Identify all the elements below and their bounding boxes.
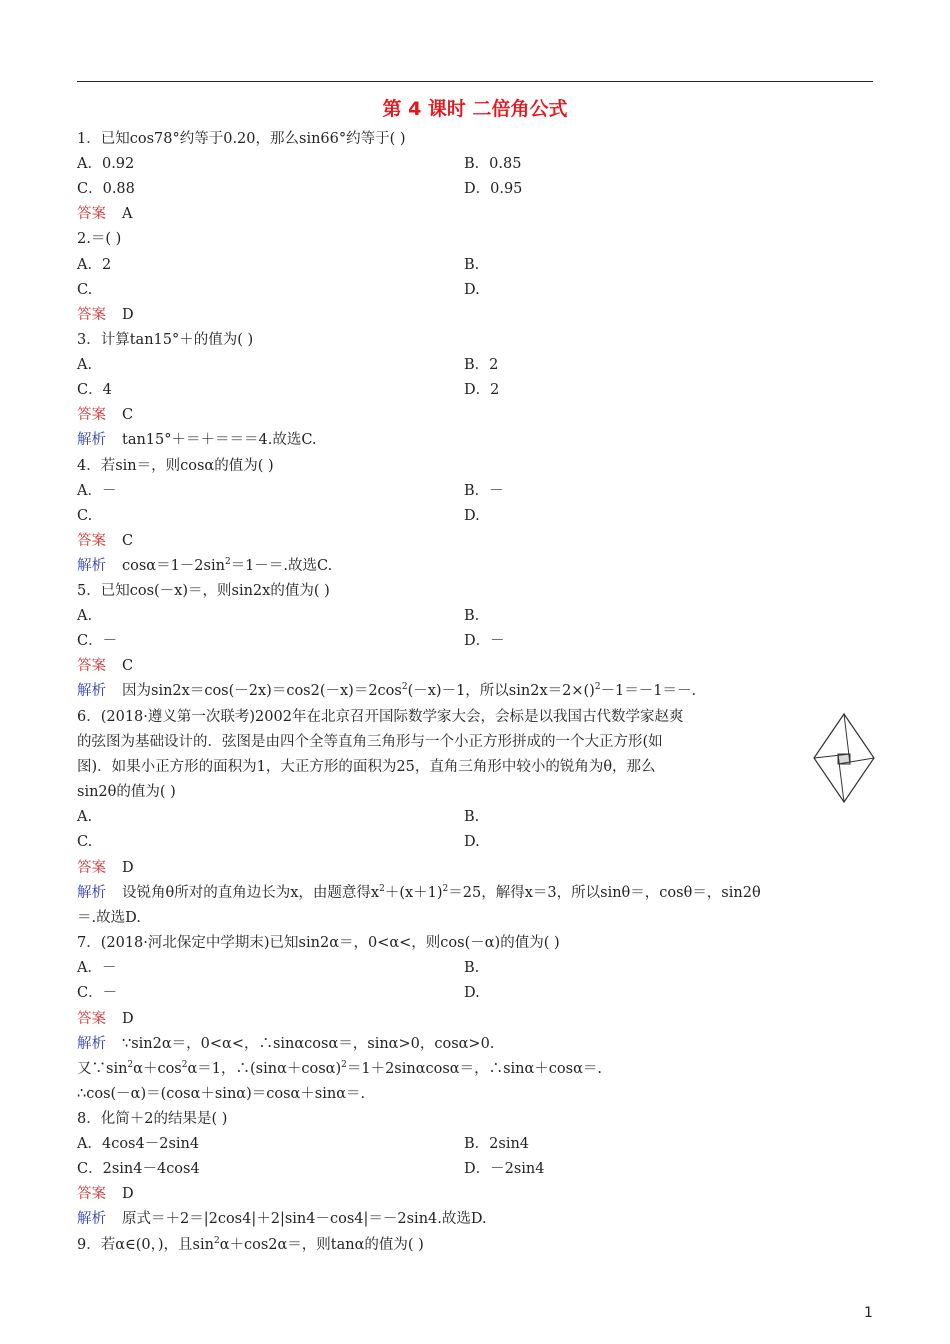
q8-analysis [77,1210,487,1228]
analysis-tag: 解析 [77,558,106,574]
superscript: 2 [224,557,231,568]
analysis-tag: 解析 [77,1036,106,1052]
q2-option-d: D. [464,282,480,298]
q1-option-b: B．0.85 [464,156,522,172]
q4-option-a: A．－ [77,483,117,499]
analysis-text: 因为sin2x＝cos(－2x)＝cos2(－x)＝2cos [122,683,402,699]
analysis-tag: 解析 [77,683,106,699]
analysis-text: ＝1＋2sinαcosα＝，∴sinα＋cosα＝. [346,1061,602,1077]
analysis-text: ∵sin2α＝，0<α<，∴sinαcosα＝，sinα>0，cosα>0. [122,1036,495,1052]
answer-tag: 答案 [77,1011,106,1027]
q6-stem-line-1: 6．(2018·遵义第一次联考)2002年在北京召开国际数学家大会，会标是以我国古代数学家赵爽 [77,709,684,725]
q2-stem: 2.＝( ) [77,231,122,247]
superscript: 2 [341,1060,347,1071]
q4-option-d: D. [464,508,480,524]
q6-option-a: A. [77,809,93,825]
answer-tag: 答案 [77,1186,106,1202]
q5-option-d: D．－ [464,633,505,649]
analysis-text: ＋(x＋1) [384,885,443,901]
q8-option-d: D．－2sin4 [464,1161,545,1177]
answer-tag: 答案 [77,307,106,323]
analysis-text: α＝1，∴(sinα＋cosα) [187,1061,342,1077]
q7-analysis [77,1035,494,1053]
answer-tag: 答案 [77,206,106,222]
q7-option-a: A．－ [77,960,117,976]
q5-analysis [77,682,696,700]
analysis-tag: 解析 [77,1211,106,1227]
q6-stem-line-2: 的弦图为基础设计的．弦图是由四个全等直角三角形与一个小正方形拼成的一个大正方形(如 [77,734,663,750]
superscript: 2 [181,1060,188,1071]
q3-option-c: C．4 [77,382,112,398]
q1-option-c: C．0.88 [77,181,135,197]
q3-option-d: D．2 [464,382,500,398]
superscript: 2 [401,682,408,693]
q1-option-a: A．0.92 [77,156,135,172]
q8-stem: 8．化简＋2的结果是( ) [77,1111,228,1127]
q3-analysis [77,431,317,449]
stem-text: α＋cos2α＝，则tanα的值为( ) [219,1237,424,1253]
answer-value: D [122,1011,134,1027]
q1-answer [77,205,132,223]
q5-option-b: B. [464,608,480,624]
q6-analysis [77,884,761,902]
q7-stem: 7．(2018·河北保定中学期末)已知sin2α＝，0<α<，则cos(－α)的值为( ) [77,935,560,951]
superscript: 2 [594,682,601,693]
answer-value: D [122,307,134,323]
q6-stem-line-3: 图)．如果小正方形的面积为1，大正方形的面积为25，直角三角形中较小的锐角为θ，那么 [77,759,656,775]
superscript: 2 [127,1060,134,1071]
q8-answer [77,1185,134,1203]
answer-tag: 答案 [77,658,106,674]
analysis-text: α＋cos [133,1061,182,1077]
q5-option-a: A. [77,608,93,624]
q1-stem: 1．已知cos78°约等于0.20，那么sin66°约等于( ) [77,131,406,147]
q4-analysis [77,557,332,575]
superscript: 2 [442,884,449,895]
answer-tag: 答案 [77,407,106,423]
q8-option-b: B．2sin4 [464,1136,530,1152]
q6-stem-line-4: sin2θ的值为( ) [77,784,176,800]
analysis-text: 又∵sin [77,1061,128,1077]
analysis-text: －1＝－1＝－. [600,683,697,699]
q6-option-c: C. [77,834,93,850]
q7-option-c: C．－ [77,985,118,1001]
q6-answer [77,859,134,877]
q2-option-b: B. [464,257,480,273]
q7-analysis-line-3: ∴cos(－α)＝(cosα＋sinα)＝cosα＋sinα＝. [77,1086,366,1102]
q7-analysis-line-2 [77,1060,602,1078]
q8-option-c: C．2sin4－4cos4 [77,1161,200,1177]
superscript: 2 [379,884,385,895]
q2-option-a: A．2 [77,257,112,273]
analysis-text: 原式＝＋2＝|2cos4|＋2|sin4－cos4|＝－2sin4.故选D. [122,1211,487,1227]
q9-stem [77,1236,424,1254]
q3-stem: 3．计算tan15°＋的值为( ) [77,332,254,348]
analysis-text: ＝25，解得x＝3，所以sinθ＝，cosθ＝，sin2θ [448,885,761,901]
q6-option-b: B. [464,809,480,825]
analysis-text: (－x)－1，所以sin2x＝2×() [407,683,595,699]
q6-option-d: D. [464,834,480,850]
answer-value: C [122,407,134,423]
q1-option-d: D．0.95 [464,181,523,197]
answer-value: D [122,860,134,876]
analysis-text: tan15°＋＝＋＝＝＝4.故选C. [122,432,317,448]
superscript: 2 [213,1236,220,1247]
analysis-text: ＝1－＝.故选C. [230,558,333,574]
q5-stem: 5．已知cos(－x)＝，则sin2x的值为( ) [77,583,330,599]
q4-option-b: B．－ [464,483,504,499]
answer-value: A [122,206,133,222]
q3-option-a: A. [77,357,93,373]
analysis-tag: 解析 [77,885,106,901]
page-number: 1 [864,1305,873,1321]
q2-answer [77,306,134,324]
analysis-tag: 解析 [77,432,106,448]
analysis-text: 设锐角θ所对的直角边长为x，由题意得x [122,885,380,901]
q3-option-b: B．2 [464,357,499,373]
q5-option-c: C．－ [77,633,118,649]
answer-tag: 答案 [77,533,106,549]
q8-option-a: A．4cos4－2sin4 [77,1136,200,1152]
page-title: 第 4 课时 二倍角公式 [382,98,568,120]
q2-option-c: C. [77,282,93,298]
answer-tag: 答案 [77,860,106,876]
q6-analysis-line-2: ＝.故选D. [77,910,141,926]
q3-answer [77,406,133,424]
q5-answer [77,657,133,675]
q4-option-c: C. [77,508,93,524]
answer-value: D [122,1186,134,1202]
q7-option-d: D. [464,985,480,1001]
answer-value: C [122,533,134,549]
q4-answer [77,532,133,550]
q7-option-b: B. [464,960,480,976]
zhao-shuang-string-diagram [812,712,876,804]
q4-stem: 4．若sin＝，则cosα的值为( ) [77,458,274,474]
analysis-text: cosα＝1－2sin [122,558,225,574]
answer-value: C [122,658,134,674]
q7-answer [77,1010,134,1028]
header-rule [77,81,873,82]
stem-text: 9．若α∈(0，)，且sin [77,1237,214,1253]
